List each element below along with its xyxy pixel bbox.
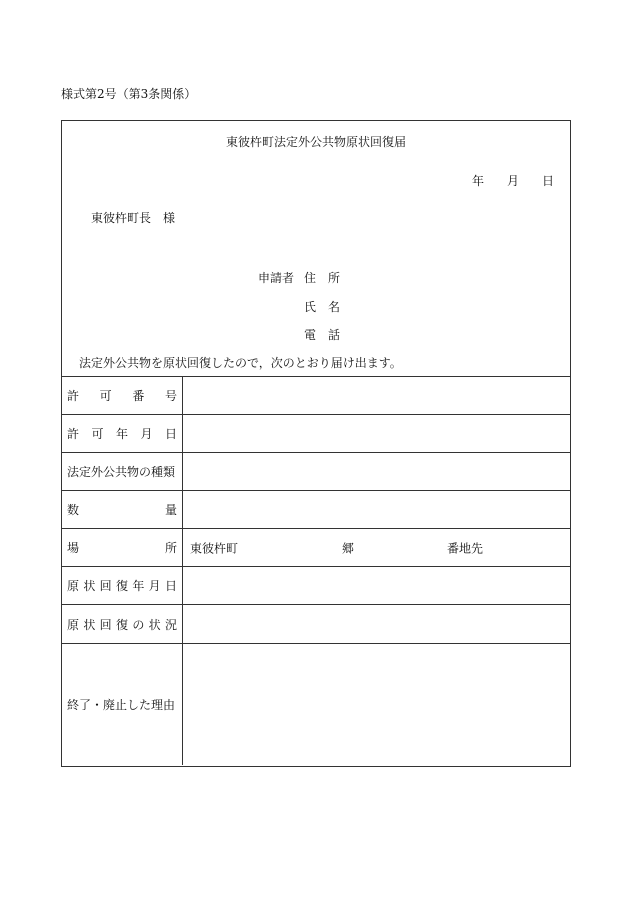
row-label — [62, 453, 183, 490]
label-char: 年 — [115, 427, 128, 441]
phone-label-1: 電 — [304, 328, 317, 342]
name-label-1: 氏 — [304, 300, 317, 314]
table-row-restoration-status — [62, 605, 570, 644]
object-type-field[interactable] — [183, 453, 570, 490]
label-char: 状 — [148, 617, 161, 632]
label-char: 日 — [164, 579, 177, 593]
termination-reason-field[interactable] — [183, 644, 570, 765]
phone-label-2: 話 — [328, 328, 341, 342]
label-char: 復 — [115, 617, 128, 632]
row-label — [62, 605, 183, 643]
label-char: 数 — [67, 503, 80, 517]
row-label — [62, 415, 183, 452]
table-row-permit-number — [62, 377, 570, 415]
label-text: 法定外公共物の種類 — [67, 465, 176, 479]
table-row-restoration-date — [62, 567, 570, 605]
permit-date-field[interactable] — [183, 415, 570, 452]
label-char: 復 — [115, 579, 128, 593]
table-row-quantity — [62, 491, 570, 529]
table-row-termination-reason — [62, 644, 570, 765]
label-char: 月 — [148, 579, 161, 593]
label-char: 許 — [67, 427, 80, 441]
permit-number-field[interactable] — [183, 377, 570, 414]
addressee: 東彼杵町長 様 — [91, 211, 176, 225]
table-row-permit-date — [62, 415, 570, 453]
row-label — [62, 567, 183, 604]
address-label-2: 所 — [328, 271, 341, 285]
label-char: の — [132, 617, 145, 632]
name-label-2: 名 — [328, 300, 341, 314]
statement-text: 法定外公共物を原状回復したので，次のとおり届け出ます。 — [79, 356, 402, 370]
label-char: 番 — [132, 389, 145, 403]
label-char: 回 — [99, 617, 112, 632]
label-char: 原 — [67, 617, 80, 632]
location-district-suffix: 郷 — [342, 541, 355, 555]
location-town: 東彼杵町 — [190, 541, 239, 555]
date-year-label: 年 — [472, 174, 485, 188]
form-header — [62, 121, 570, 376]
address-label-1: 住 — [304, 271, 317, 285]
restoration-date-field[interactable] — [183, 567, 570, 604]
row-label — [62, 644, 183, 765]
label-char: 況 — [164, 617, 177, 632]
notification-form — [61, 120, 571, 767]
label-char: 所 — [164, 541, 177, 555]
label-char: 可 — [91, 427, 104, 441]
location-field[interactable] — [183, 529, 570, 566]
applicant-heading: 申請者 — [258, 271, 295, 285]
details-table — [62, 376, 570, 765]
label-char: 量 — [164, 503, 177, 517]
row-label — [62, 491, 183, 528]
row-label — [62, 377, 183, 414]
label-char: 号 — [164, 389, 177, 403]
label-char: 原 — [67, 579, 80, 593]
date-day-label: 日 — [542, 174, 555, 188]
quantity-field[interactable] — [183, 491, 570, 528]
table-row-object-type — [62, 453, 570, 491]
label-char: 年 — [132, 579, 145, 593]
table-row-location — [62, 529, 570, 567]
date-month-label: 月 — [507, 174, 520, 188]
label-char: 状 — [83, 617, 96, 632]
label-text: 終了・廃止した理由 — [67, 698, 176, 712]
restoration-status-field[interactable] — [183, 605, 570, 643]
label-char: 回 — [99, 579, 112, 593]
label-char: 日 — [164, 427, 177, 441]
location-lot-suffix: 番地先 — [447, 541, 484, 555]
row-label — [62, 529, 183, 566]
form-number: 様式第2号（第3条関係） — [61, 87, 197, 101]
label-char: 可 — [99, 389, 112, 403]
form-title: 東彼杵町法定外公共物原状回復届 — [225, 135, 406, 149]
label-char: 月 — [140, 427, 153, 441]
label-char: 状 — [83, 579, 96, 593]
label-char: 場 — [67, 541, 80, 555]
label-char: 許 — [67, 389, 80, 403]
